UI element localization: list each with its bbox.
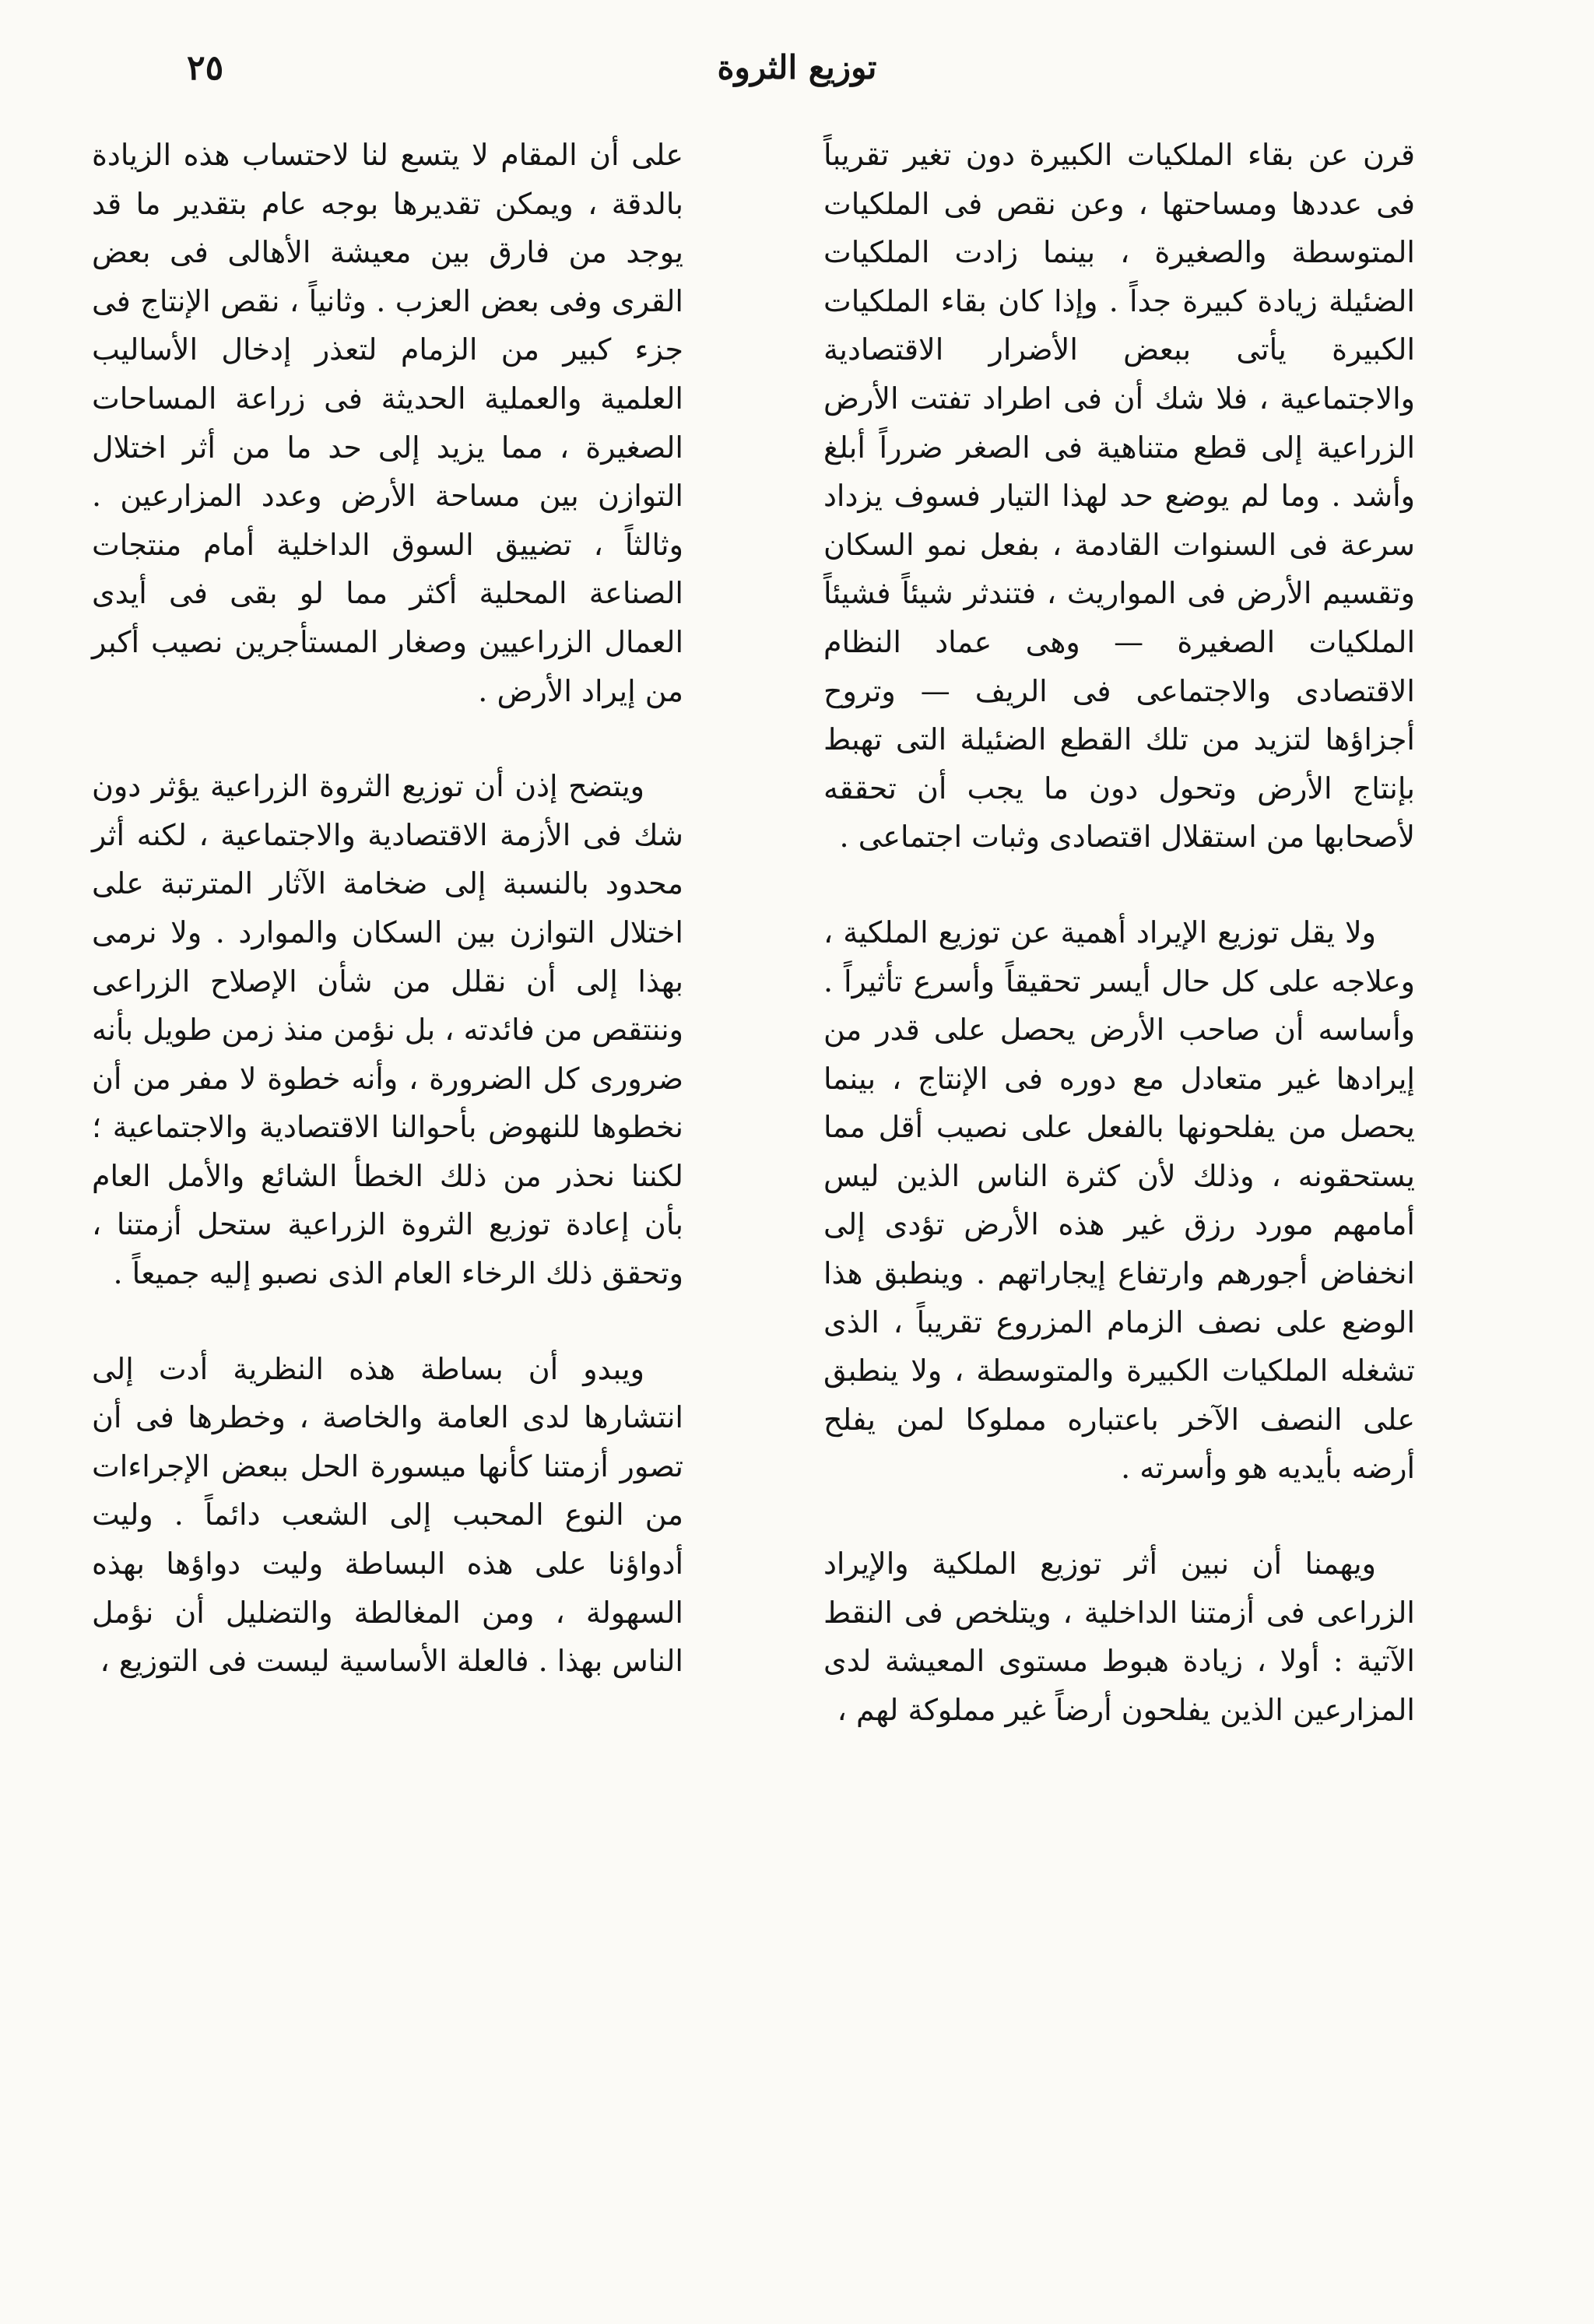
paragraph: قرن عن بقاء الملكيات الكبيرة دون تغير تقريباً فى عددها ومساحتها ، وعن نقص فى الملكيات المتوسطة والصغيرة ، بينما زادت الملكيات الضئيلة زيادة كبيرة جداً . وإذا كان بقاء الملكيات الكبيرة يأتى ببعض الأضرار الاقتصادية والاجتماعية ، فلا شك أن فى اطراد تفتت الأرض الزراعية إلى قطع متناهية فى الصغر ضرراً أبلغ وأشد . وما لم يوضع حد لهذا التيار فسوف يزداد سرعة فى السنوات القادمة ، بفعل نمو السكان وتقسيم الأرض فى المواريث ، فتندثر شيئاً فشيئاً الملكيات الصغيرة — وهى عماد النظام الاقتصادى والاجتماعى فى الريف — وتروح أجزاؤها لتزيد من تلك القطع الضئيلة التى تهبط بإنتاج الأرض وتحول دون ما يجب أن تحققه لأصحابها من استقلال اقتصادى وثبات اجتماعى .	[823, 138, 1415, 855]
left-column	[92, 131, 683, 1686]
right-column	[823, 131, 1415, 1734]
running-title: توزيع الثروة	[717, 48, 877, 86]
paragraph: ويهمنا أن نبين أثر توزيع الملكية والإيراد الزراعى فى أزمتنا الداخلية ، ويتلخص فى النقط الآتية : أولا ، زيادة هبوط مستوى المعيشة لدى المزارعين الذين يفلحون أرضاً غير مملوكة لهم ،	[823, 1546, 1415, 1727]
paragraph: على أن المقام لا يتسع لنا لاحتساب هذه الزيادة بالدقة ، ويمكن تقديرها بوجه عام بتقدير ما قد يوجد من فارق بين معيشة الأهالى فى بعض القرى وفى بعض العزب . وثانياً ، نقص الإنتاج فى جزء كبير من الزمام لتعذر إدخال الأساليب العلمية والعملية الحديثة فى زراعة المساحات الصغيرة ، مما يزيد إلى حد ما من أثر اختلال التوازن بين مساحة الأرض وعدد المزارعين . وثالثاً ، تضييق السوق الداخلية أمام منتجات الصناعة المحلية أكثر مما لو بقى فى أيدى العمال الزراعيين وصغار المستأجرين نصيب أكبر من إيراد الأرض .	[92, 138, 683, 708]
paragraph: ويبدو أن بساطة هذه النظرية أدت إلى انتشارها لدى العامة والخاصة ، وخطرها فى أن تصور أزمتنا كأنها ميسورة الحل ببعض الإجراءات من النوع المحبب إلى الشعب دائماً . وليت أدواؤنا على هذه البساطة وليت دواؤها بهذه السهولة ، ومن المغالطة والتضليل أن نؤمل الناس بهذا . فالعلة الأساسية ليست فى التوزيع ،	[92, 1351, 683, 1679]
paragraph: ويتضح إذن أن توزيع الثروة الزراعية يؤثر دون شك فى الأزمة الاقتصادية والاجتماعية ، لكنه أثر محدود بالنسبة إلى ضخامة الآثار المترتبة على اختلال التوازن بين السكان والموارد . ولا نرمى بهذا إلى أن نقلل من شأن الإصلاح الزراعى وننتقص من فائدته ، بل نؤمن منذ زمن طويل بأنه ضرورى كل الضرورة ، وأنه خطوة لا مفر من أن نخطوها للنهوض بأحوالنا الاقتصادية والاجتماعية ؛ لكننا نحذر من ذلك الخطأ الشائع والأمل العام بأن إعادة توزيع الثروة الزراعية ستحل أزمتنا ، وتحقق ذلك الرخاء العام الذى نصبو إليه جميعاً .	[92, 769, 683, 1291]
page-number: ٢٥	[187, 48, 224, 88]
paragraph: ولا يقل توزيع الإيراد أهمية عن توزيع الملكية ، وعلاجه على كل حال أيسر تحقيقاً وأسرع تأثيراً . وأساسه أن صاحب الأرض يحصل على قدر من إيرادها غير متعادل مع دوره فى الإنتاج ، بينما يحصل من يفلحونها بالفعل على نصيب أقل مما يستحقونه ، وذلك لأن كثرة الناس الذين ليس أمامهم مورد رزق غير هذه الأرض تؤدى إلى انخفاض أجورهم وارتفاع إيجاراتهم . وينطبق هذا الوضع على نصف الزمام المزروع تقريباً ، الذى تشغله الملكيات الكبيرة والمتوسطة ، ولا ينطبق على النصف الآخر باعتباره مملوكا لمن يفلح أرضه بأيديه هو وأسرته .	[823, 915, 1415, 1486]
running-header	[179, 48, 1415, 103]
